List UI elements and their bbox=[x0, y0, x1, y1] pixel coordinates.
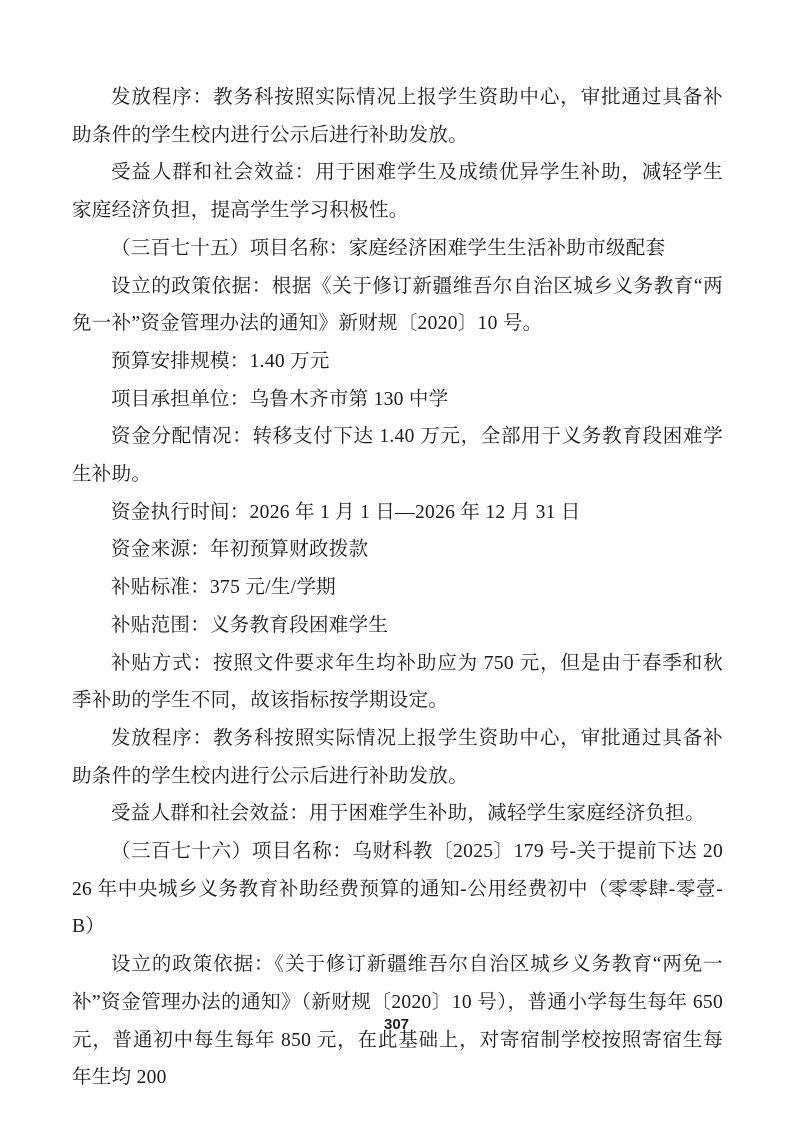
page-number: 307 bbox=[383, 1016, 410, 1033]
paragraph: 资金来源：年初预算财政拨款 bbox=[111, 539, 369, 561]
paragraph: （三百七十五）项目名称：家庭经济困难学生生活补助市级配套 bbox=[111, 237, 666, 259]
paragraph: 发放程序：教务科按照实际情况上报学生资助中心，审批通过具备补助条件的学生校内进行公示后进行补助发放。 bbox=[72, 727, 723, 787]
paragraph: （三百七十六）项目名称：乌财科教〔2025〕179 号-关于提前下达 2026 年中央城乡义务教育补助经费预算的通知-公用经费初中（零零肆-零壹-B） bbox=[72, 841, 723, 938]
document-body bbox=[72, 79, 723, 1097]
paragraph: 资金执行时间：2026 年 1 月 1 日—2026 年 12 月 31 日 bbox=[111, 501, 581, 523]
paragraph: 补贴标准：375 元/生/学期 bbox=[111, 577, 336, 599]
paragraph: 发放程序：教务科按照实际情况上报学生资助中心，审批通过具备补助条件的学生校内进行公示后进行补助发放。 bbox=[72, 87, 723, 146]
paragraph: 受益人群和社会效益：用于困难学生及成绩优异学生补助，减轻学生家庭经济负担，提高学生学习积极性。 bbox=[72, 162, 723, 222]
paragraph: 预算安排规模：1.40 万元 bbox=[111, 350, 330, 372]
paragraph: 资金分配情况：转移支付下达 1.40 万元，全部用于义务教育段困难学生补助。 bbox=[72, 426, 723, 486]
paragraph: 项目承担单位：乌鲁木齐市第 130 中学 bbox=[111, 388, 449, 410]
paragraph: 设立的政策依据：《关于修订新疆维吾尔自治区城乡义务教育“两免一补”资金管理办法的通知》（新财规〔2020〕10 号），普通小学每生每年 650 元，普通初中每生每年 850 元，在此基础上，对寄宿制学校按照寄宿生每年生均 200 bbox=[72, 954, 723, 1089]
paragraph: 设立的政策依据：根据《关于修订新疆维吾尔自治区城乡义务教育“两免一补”资金管理办法的通知》新财规〔2020〕10 号。 bbox=[72, 275, 723, 335]
page-footer bbox=[0, 1016, 793, 1034]
paragraph: 受益人群和社会效益：用于困难学生补助，减轻学生家庭经济负担。 bbox=[111, 803, 706, 825]
paragraph: 补贴范围：义务教育段困难学生 bbox=[111, 614, 389, 636]
paragraph: 补贴方式：按照文件要求年生均补助应为 750 元，但是由于春季和秋季补助的学生不同，故该指标按学期设定。 bbox=[72, 652, 723, 712]
